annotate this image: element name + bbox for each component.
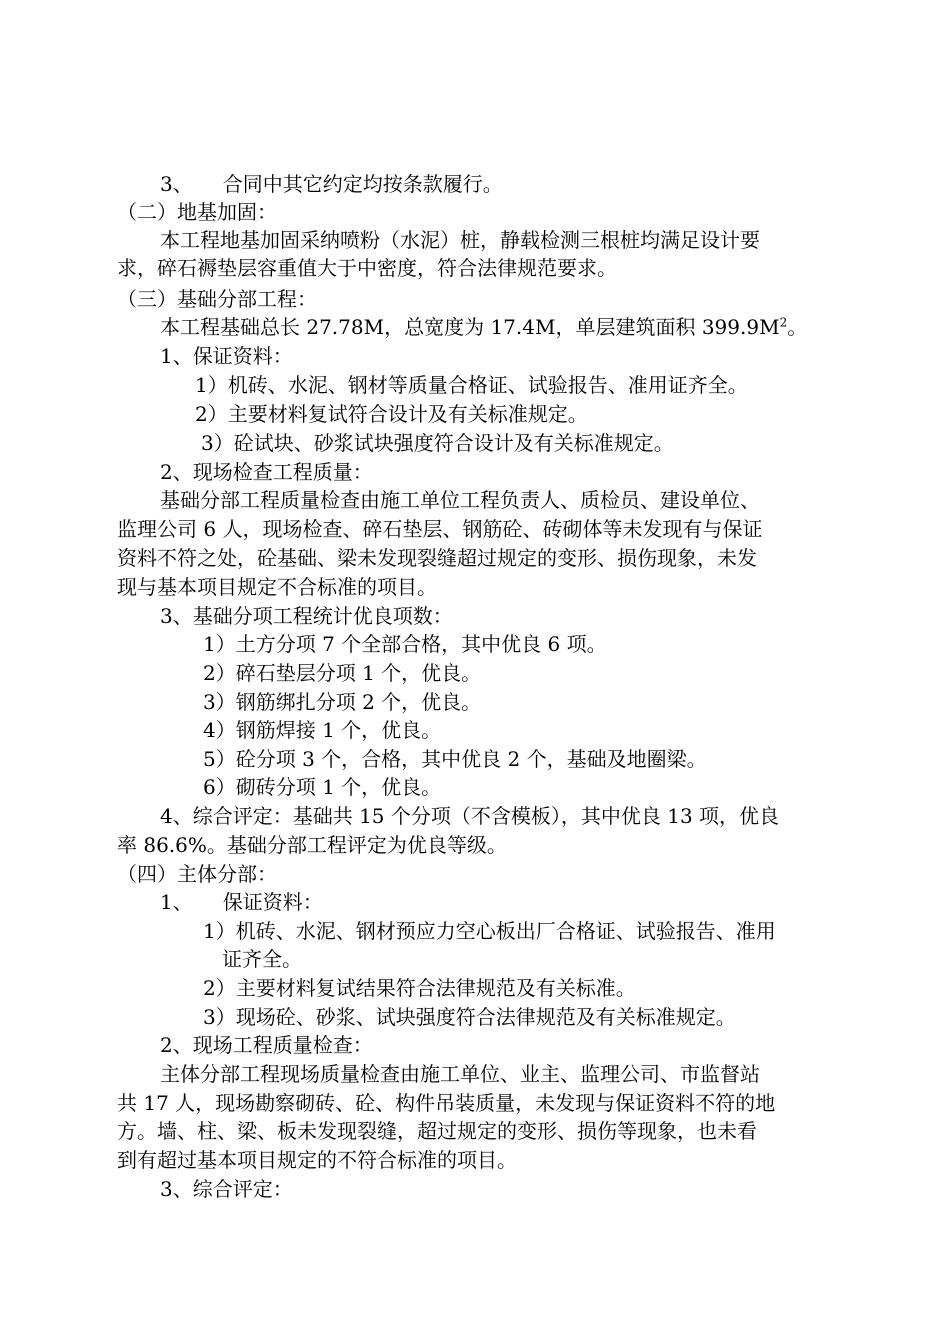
text-line: 监理公司 6 人，现场检查、碎石垫层、钢筋砼、砖砌体等未发现有与保证 — [117, 517, 763, 541]
text-line: 4、综合评定：基础共 15 个分项（不含模板），其中优良 13 项，优良 — [160, 804, 780, 828]
text-line: 到有超过基本项目规定的不符合标准的项目。 — [117, 1148, 517, 1172]
list-item: 1）土方分项 7 个全部合格，其中优良 6 项。 — [203, 632, 607, 656]
text-line — [160, 313, 807, 341]
list-item: 1）机砖、水泥、钢材预应力空心板出厂合格证、试验报告、准用 — [203, 919, 776, 943]
section-heading: （四）主体分部： — [117, 862, 277, 886]
text-line: 基础分部工程质量检查由施工单位工程负责人、质检员、建设单位、 — [160, 488, 760, 512]
text-line: 现与基本项目规定不合标准的项目。 — [117, 575, 437, 599]
list-item: 3）钢筋绑扎分项 2 个，优良。 — [203, 690, 482, 714]
superscript: 2 — [779, 315, 788, 330]
text-line: 2、现场工程质量检查： — [160, 1033, 373, 1057]
text-line: 资料不符之处，砼基础、梁未发现裂缝超过规定的变形、损伤现象，未发 — [117, 546, 757, 570]
text-line: 1、保证资料： — [160, 344, 293, 368]
section-heading: （三）基础分部工程： — [117, 287, 317, 311]
list-item: 2）主要材料复试符合设计及有关标准规定。 — [195, 402, 588, 426]
text-line: 率 86.6%。基础分部工程评定为优良等级。 — [117, 833, 507, 857]
text-line: 方。墙、柱、梁、板未发现裂缝，超过规定的变形、损伤等现象，也未看 — [117, 1119, 757, 1143]
text-line: 3、 合同中其它约定均按条款履行。 — [160, 172, 503, 196]
list-item: 4）钢筋焊接 1 个，优良。 — [203, 718, 442, 742]
list-item: 1）机砖、水泥、钢材等质量合格证、试验报告、准用证齐全。 — [195, 373, 748, 397]
list-item: 6）砌砖分项 1 个，优良。 — [203, 775, 442, 799]
text-line: 共 17 人，现场勘察砌砖、砼、构件吊装质量，未发现与保证资料不符的地 — [117, 1091, 776, 1115]
list-item: 2）主要材料复试结果符合法律规范及有关标准。 — [203, 976, 636, 1000]
text-line: 3、综合评定： — [160, 1177, 293, 1201]
text-line: 主体分部工程现场质量检查由施工单位、业主、监理公司、市监督站 — [160, 1062, 760, 1086]
text-line: 求，碎石褥垫层容重值大于中密度，符合法律规范要求。 — [117, 256, 617, 280]
text-line: 1、 保证资料： — [160, 890, 323, 914]
list-item: 3）砼试块、砂浆试块强度符合设计及有关标准规定。 — [201, 431, 674, 455]
section-heading: （二）地基加固： — [117, 200, 277, 224]
list-item: 5）砼分项 3 个，合格，其中优良 2 个，基础及地圈梁。 — [203, 747, 707, 771]
text-line: 本工程地基加固采纳喷粉（水泥）桩，静载检测三根桩均满足设计要 — [160, 228, 760, 252]
text-line: 2、现场检查工程质量： — [160, 460, 373, 484]
list-item: 证齐全。 — [222, 947, 302, 971]
list-item: 3）现场砼、砂浆、试块强度符合法律规范及有关标准规定。 — [203, 1005, 736, 1029]
area-text: 本工程基础总长 27.78M，总宽度为 17.4M，单层建筑面积 399.9M — [160, 315, 780, 339]
area-tail: 。 — [787, 315, 808, 339]
list-item: 2）碎石垫层分项 1 个，优良。 — [203, 661, 482, 685]
text-line: 3、基础分项工程统计优良项数： — [160, 604, 453, 628]
